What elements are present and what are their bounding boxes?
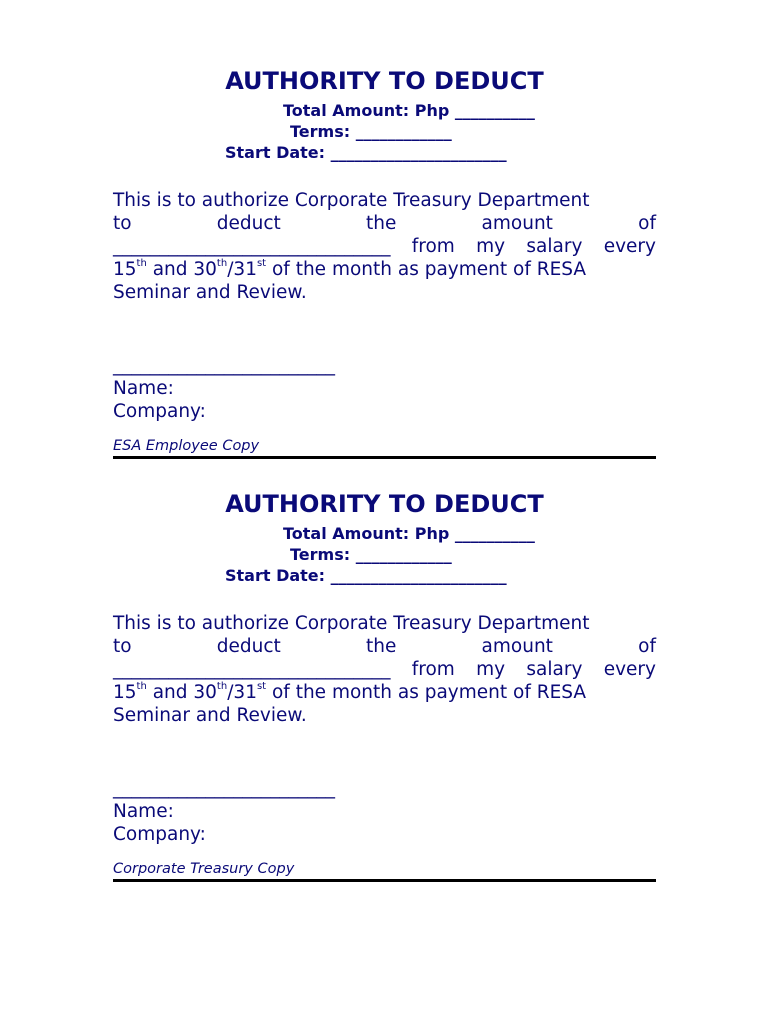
day-31: /31: [227, 682, 257, 703]
day-15: 15: [113, 682, 137, 703]
paragraph-word: of: [638, 213, 656, 234]
company-label: Company:: [113, 401, 206, 422]
authorization-paragraph: [113, 612, 656, 727]
paragraph-word: from: [411, 659, 455, 680]
paragraph-line-1: This is to authorize Corporate Treasury Department: [113, 190, 590, 211]
amount-blank: ______________________________: [113, 236, 391, 257]
paragraph-word: to: [113, 636, 132, 657]
paragraph-word: from: [411, 236, 455, 257]
paragraph-line-5: Seminar and Review.: [113, 282, 307, 303]
form-title: AUTHORITY TO DEDUCT: [225, 67, 544, 95]
name-label: Name:: [113, 801, 174, 822]
paragraph-word: salary: [526, 659, 583, 680]
paragraph-word: every: [603, 236, 656, 257]
paragraph-line-4-rest: of the month as payment of RESA: [266, 682, 587, 703]
paragraph-word: salary: [526, 236, 583, 257]
paragraph-line-4: [113, 258, 586, 281]
paragraph-word: my: [476, 236, 506, 257]
paragraph-line-5: Seminar and Review.: [113, 705, 307, 726]
paragraph-word: amount: [481, 213, 553, 234]
paragraph-word: deduct: [216, 636, 281, 657]
authority-form-treasury-copy: [113, 489, 656, 882]
day-30: and 30: [146, 682, 217, 703]
start-date-field: Start Date: ______________________: [225, 143, 507, 162]
paragraph-word: the: [365, 636, 397, 657]
form-title: AUTHORITY TO DEDUCT: [225, 490, 544, 518]
terms-field: Terms: ____________: [290, 122, 452, 141]
paragraph-line-4-rest: of the month as payment of RESA: [266, 259, 587, 280]
copy-label: Corporate Treasury Copy: [113, 861, 295, 877]
ordinal-suffix: th: [136, 681, 147, 692]
signature-line: ________________________: [113, 355, 335, 376]
ordinal-suffix: st: [256, 681, 267, 692]
day-31: /31: [227, 259, 257, 280]
ordinal-suffix: st: [256, 258, 267, 269]
paragraph-word: every: [603, 659, 656, 680]
start-date-field: Start Date: ______________________: [225, 566, 507, 585]
day-30: and 30: [146, 259, 217, 280]
ordinal-suffix: th: [136, 258, 147, 269]
divider-rule: [113, 456, 656, 459]
paragraph-word: deduct: [216, 213, 281, 234]
amount-blank: ______________________________: [113, 659, 391, 680]
paragraph-line-1: This is to authorize Corporate Treasury Department: [113, 613, 590, 634]
total-amount-field: Total Amount: Php __________: [283, 101, 535, 120]
ordinal-suffix: th: [216, 681, 228, 692]
paragraph-line-4: [113, 681, 586, 704]
name-label: Name:: [113, 378, 174, 399]
signature-line: ________________________: [113, 778, 335, 799]
day-15: 15: [113, 259, 137, 280]
paragraph-word: amount: [481, 636, 553, 657]
copy-label: ESA Employee Copy: [113, 438, 260, 454]
total-amount-field: Total Amount: Php __________: [283, 524, 535, 543]
paragraph-word: to: [113, 213, 132, 234]
authority-form-employee-copy: [113, 66, 656, 459]
company-label: Company:: [113, 824, 206, 845]
paragraph-word: the: [365, 213, 397, 234]
ordinal-suffix: th: [216, 258, 228, 269]
authorization-paragraph: [113, 189, 656, 304]
paragraph-word: my: [476, 659, 506, 680]
terms-field: Terms: ____________: [290, 545, 452, 564]
divider-rule: [113, 879, 656, 882]
paragraph-word: of: [638, 636, 656, 657]
